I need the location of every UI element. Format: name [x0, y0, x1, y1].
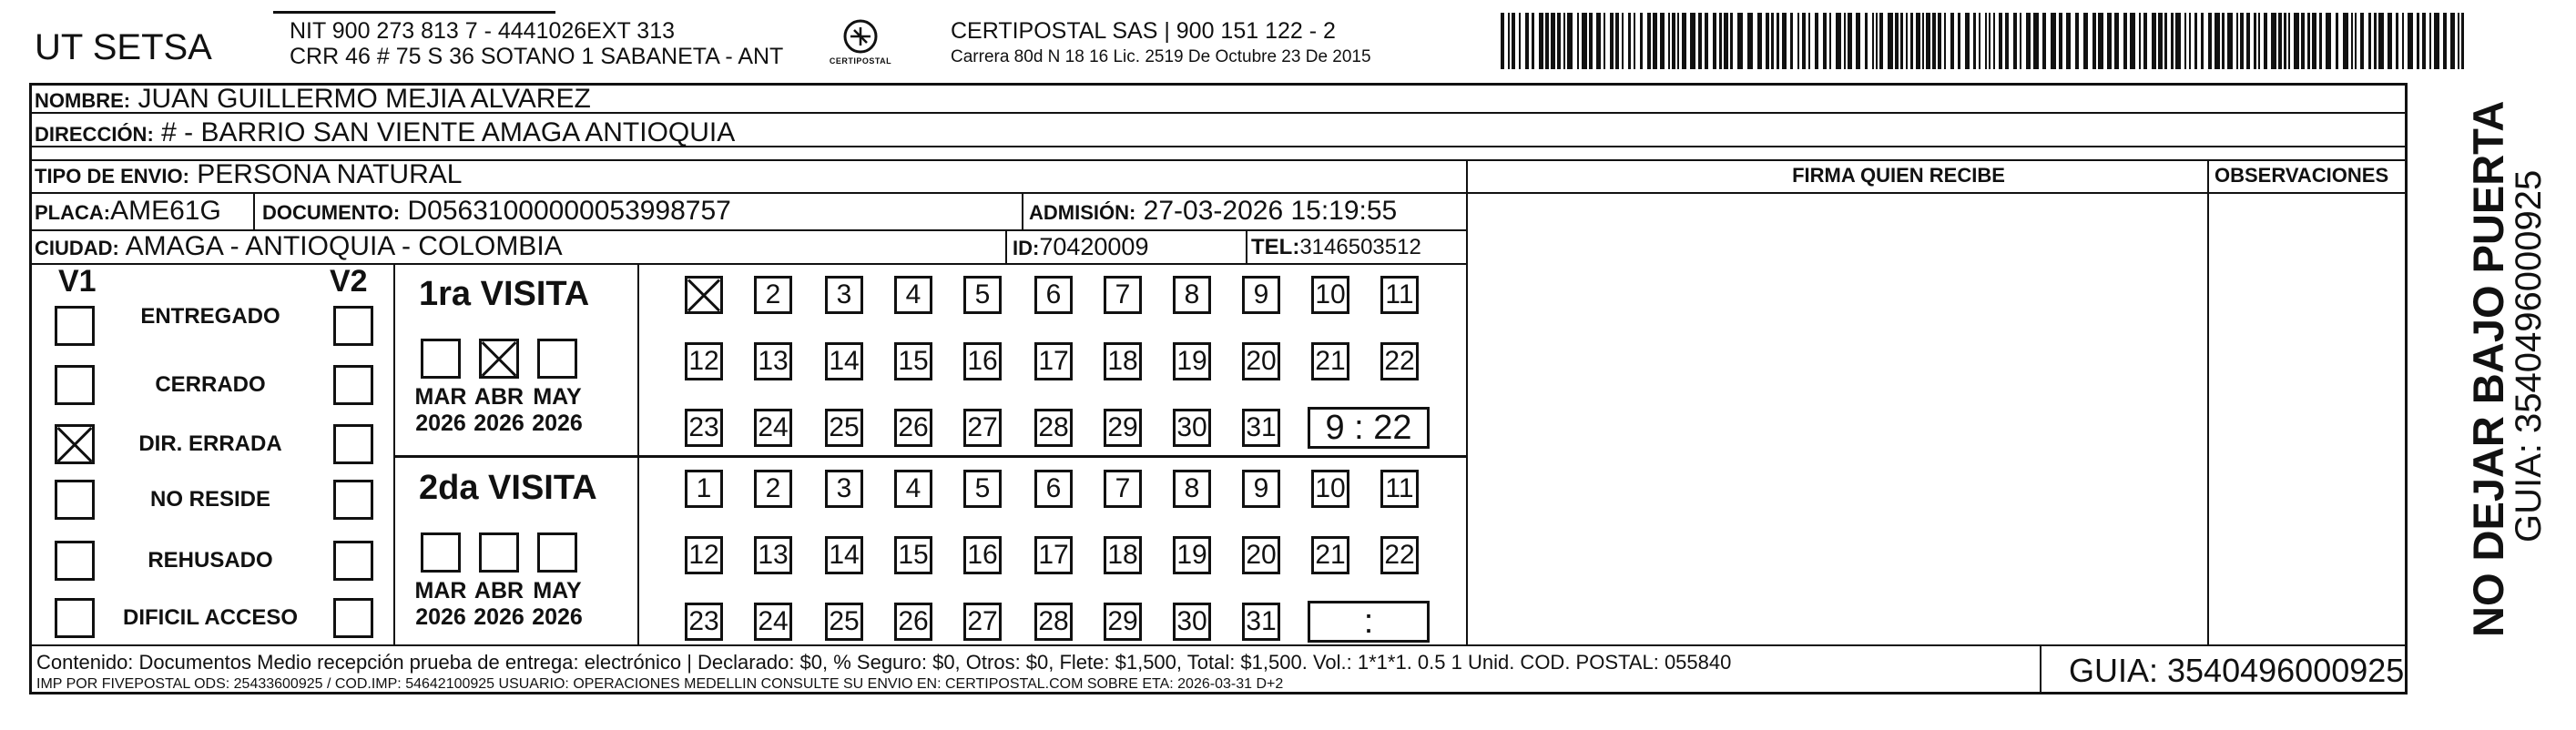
day-box[interactable]: 24 — [754, 603, 792, 641]
footer-guia: GUIA: 3540496000925 — [2069, 652, 2405, 689]
day-box[interactable]: 21 — [1311, 536, 1349, 574]
tipo-row — [35, 159, 462, 190]
placa-label: PLACA: — [35, 201, 111, 224]
nombre-value: JUAN GUILLERMO MEJIA ALVAREZ — [137, 84, 591, 114]
id-row — [1013, 233, 1148, 261]
month-name: MAR — [414, 384, 467, 410]
row-line — [29, 192, 1468, 194]
placa-row — [35, 196, 221, 227]
month-year: 2026 — [532, 411, 583, 436]
v2-checkbox[interactable] — [333, 424, 373, 464]
day-box[interactable]: 9 — [1242, 470, 1280, 508]
day-box[interactable]: 12 — [685, 536, 723, 574]
day-box[interactable]: 3 — [825, 276, 863, 314]
id-label: ID: — [1013, 237, 1040, 259]
status-label: DIR. ERRADA — [138, 431, 282, 456]
day-box[interactable]: 11 — [1380, 470, 1419, 508]
visit-title: 1ra VISITA — [419, 275, 590, 313]
day-box[interactable]: 13 — [754, 342, 792, 380]
day-box[interactable]: 25 — [825, 409, 863, 447]
day-box[interactable]: 4 — [894, 276, 932, 314]
day-box[interactable]: 17 — [1034, 342, 1073, 380]
day-box[interactable]: 23 — [685, 409, 723, 447]
day-box[interactable]: 15 — [894, 342, 932, 380]
day-box[interactable]: 23 — [685, 603, 723, 641]
month-label — [413, 578, 468, 631]
col-line — [2040, 644, 2041, 695]
tel-row — [1251, 235, 1421, 260]
admision-row — [1029, 196, 1397, 227]
day-box[interactable]: 19 — [1173, 342, 1211, 380]
day-box[interactable]: 24 — [754, 409, 792, 447]
day-box[interactable]: 20 — [1242, 342, 1280, 380]
status-label: NO RESIDE — [149, 487, 271, 512]
month-checkbox[interactable] — [537, 339, 577, 379]
day-box[interactable]: 10 — [1311, 470, 1349, 508]
month-year: 2026 — [415, 604, 466, 630]
col-line — [1246, 229, 1247, 263]
day-box[interactable]: 7 — [1104, 276, 1142, 314]
month-checkbox[interactable] — [421, 339, 461, 379]
month-checkbox[interactable] — [479, 339, 519, 379]
tipo-value: PERSONA NATURAL — [197, 159, 463, 189]
certipostal-logo — [829, 16, 892, 73]
day-box[interactable]: 2 — [754, 470, 792, 508]
logo-text: CERTIPOSTAL — [829, 56, 892, 66]
day-box[interactable]: 7 — [1104, 470, 1142, 508]
day-box[interactable]: 22 — [1380, 536, 1419, 574]
month-year: 2026 — [532, 604, 583, 630]
day-box[interactable]: 31 — [1242, 409, 1280, 447]
ciudad-label: CIUDAD: — [35, 237, 119, 259]
admision-label: ADMISIÓN: — [1029, 201, 1136, 224]
row-line — [1468, 192, 2408, 194]
day-box[interactable]: 15 — [894, 536, 932, 574]
v1-label: V1 — [58, 264, 97, 299]
row-line — [29, 263, 1468, 265]
company-address: CRR 46 # 75 S 36 SOTANO 1 SABANETA - ANT — [290, 44, 784, 69]
status-label: ENTREGADO — [140, 304, 280, 329]
id-value: 70420009 — [1039, 233, 1149, 260]
day-box[interactable]: 8 — [1173, 276, 1211, 314]
certipostal-license: Carrera 80d N 18 16 Lic. 2519 De Octubre 23 De 2015 — [951, 47, 1371, 66]
firma-header: FIRMA QUIEN RECIBE — [1792, 164, 2005, 187]
direccion-row — [35, 117, 735, 148]
day-box[interactable]: 18 — [1104, 536, 1142, 574]
v2-checkbox[interactable] — [333, 306, 373, 346]
month-label — [413, 384, 468, 437]
day-box[interactable]: 3 — [825, 470, 863, 508]
v2-checkbox[interactable] — [333, 365, 373, 405]
month-label — [472, 384, 526, 437]
month-checkbox[interactable] — [479, 532, 519, 573]
footer-imp: IMP POR FIVEPOSTAL ODS: 25433600925 / COD.IMP: 54642100925 USUARIO: OPERACIONES MEDELLIN CONSULTE SU ENVIO EN: CERTIPOSTAL.COM SOBRE ETA: 2026-03-31 D+2 — [36, 676, 1284, 692]
day-box[interactable]: 1 — [685, 470, 723, 508]
day-box[interactable]: 28 — [1034, 409, 1073, 447]
ciudad-row — [35, 231, 563, 262]
col-line — [393, 263, 395, 644]
direccion-value: # - BARRIO SAN VIENTE AMAGA ANTIOQUIA — [161, 117, 736, 147]
footer-contenido: Contenido: Documentos Medio recepción prueba de entrega: electrónico | Declarado: $0, % Seguro: $0, Otros: $0, Flete: $1,500, Total: $1,500. Vol.: 1*1*1. 0.5 1 Unid. COD. POSTAL: 055840 — [36, 651, 1732, 674]
day-box[interactable]: 30 — [1173, 603, 1211, 641]
company-name: UT SETSA — [35, 27, 212, 67]
v2-checkbox[interactable] — [333, 541, 373, 581]
day-box[interactable]: 14 — [825, 536, 863, 574]
month-year: 2026 — [473, 411, 524, 436]
status-label: DIFICIL ACCESO — [122, 605, 298, 630]
col-line — [1005, 229, 1007, 263]
month-name: MAR — [414, 578, 467, 603]
day-box[interactable]: 22 — [1380, 342, 1419, 380]
day-box[interactable]: 20 — [1242, 536, 1280, 574]
month-checkbox[interactable] — [537, 532, 577, 573]
row-line — [29, 644, 2408, 646]
nombre-label: NOMBRE: — [35, 89, 131, 112]
day-box[interactable]: 11 — [1380, 276, 1419, 314]
day-box[interactable]: 29 — [1104, 409, 1142, 447]
documento-label: DOCUMENTO: — [262, 201, 401, 224]
day-box[interactable]: 27 — [963, 409, 1002, 447]
barcode — [1501, 13, 2466, 69]
v2-checkbox[interactable] — [333, 598, 373, 638]
header-rule — [273, 11, 555, 14]
month-label — [472, 578, 526, 631]
month-name: MAY — [533, 578, 582, 603]
day-box[interactable]: 17 — [1034, 536, 1073, 574]
month-name: MAY — [533, 384, 582, 410]
col-line — [1466, 159, 1468, 644]
day-box[interactable]: 6 — [1034, 276, 1073, 314]
day-box[interactable]: 2 — [754, 276, 792, 314]
month-year: 2026 — [415, 411, 466, 436]
status-label: CERRADO — [155, 372, 266, 397]
admision-value: 27-03-2026 15:19:55 — [1143, 196, 1398, 226]
day-box[interactable]: 16 — [963, 342, 1002, 380]
day-box[interactable]: 14 — [825, 342, 863, 380]
certipostal-info: CERTIPOSTAL SAS | 900 151 122 - 2 — [951, 18, 1336, 44]
company-nit: NIT 900 273 813 7 - 4441026EXT 313 — [290, 18, 676, 44]
day-box[interactable]: 5 — [963, 276, 1002, 314]
ciudad-value: AMAGA - ANTIOQUIA - COLOMBIA — [125, 231, 563, 261]
nombre-row — [35, 84, 591, 115]
visit-time[interactable]: 9 : 22 — [1308, 407, 1430, 449]
documento-row — [262, 196, 731, 227]
month-label — [530, 384, 585, 437]
day-box[interactable]: 30 — [1173, 409, 1211, 447]
month-year: 2026 — [473, 604, 524, 630]
no-dejar-warning: NO DEJAR BAJO PUERTA — [2464, 100, 2512, 637]
day-box[interactable]: 29 — [1104, 603, 1142, 641]
day-box[interactable]: 9 — [1242, 276, 1280, 314]
day-box[interactable]: 12 — [685, 342, 723, 380]
day-box[interactable]: 28 — [1034, 603, 1073, 641]
col-line — [637, 263, 639, 644]
visit-separator — [393, 455, 1468, 458]
day-box[interactable]: 10 — [1311, 276, 1349, 314]
visit-time[interactable]: : — [1308, 601, 1430, 643]
day-box[interactable]: 4 — [894, 470, 932, 508]
day-box[interactable]: 31 — [1242, 603, 1280, 641]
col-line — [1022, 192, 1023, 229]
placa-value: AME61G — [110, 196, 221, 226]
day-box[interactable]: 13 — [754, 536, 792, 574]
day-box[interactable]: 25 — [825, 603, 863, 641]
v2-label: V2 — [330, 264, 368, 299]
side-guia: GUIA: 3540496000925 — [2509, 169, 2549, 542]
direccion-label: DIRECCIÓN: — [35, 123, 154, 146]
day-box[interactable]: 8 — [1173, 470, 1211, 508]
v2-checkbox[interactable] — [333, 480, 373, 520]
day-box[interactable]: 16 — [963, 536, 1002, 574]
day-box[interactable]: 6 — [1034, 470, 1073, 508]
month-checkbox[interactable] — [421, 532, 461, 573]
col-line — [253, 192, 255, 229]
day-box[interactable]: 26 — [894, 409, 932, 447]
day-box[interactable]: 27 — [963, 603, 1002, 641]
month-label — [530, 578, 585, 631]
day-box[interactable]: 19 — [1173, 536, 1211, 574]
visit-title: 2da VISITA — [419, 469, 597, 507]
tel-label: TEL: — [1251, 235, 1300, 259]
tipo-label: TIPO DE ENVIO: — [35, 165, 189, 188]
day-box[interactable] — [685, 276, 723, 314]
tel-value: 3146503512 — [1299, 235, 1421, 259]
documento-value: D05631000000053998757 — [407, 196, 731, 226]
col-line — [2207, 159, 2209, 644]
status-label: REHUSADO — [148, 548, 273, 573]
day-box[interactable]: 26 — [894, 603, 932, 641]
observaciones-header: OBSERVACIONES — [2215, 164, 2389, 187]
day-box[interactable]: 21 — [1311, 342, 1349, 380]
day-box[interactable]: 18 — [1104, 342, 1142, 380]
month-name: ABR — [473, 384, 524, 410]
day-box[interactable]: 5 — [963, 470, 1002, 508]
month-name: ABR — [473, 578, 524, 603]
